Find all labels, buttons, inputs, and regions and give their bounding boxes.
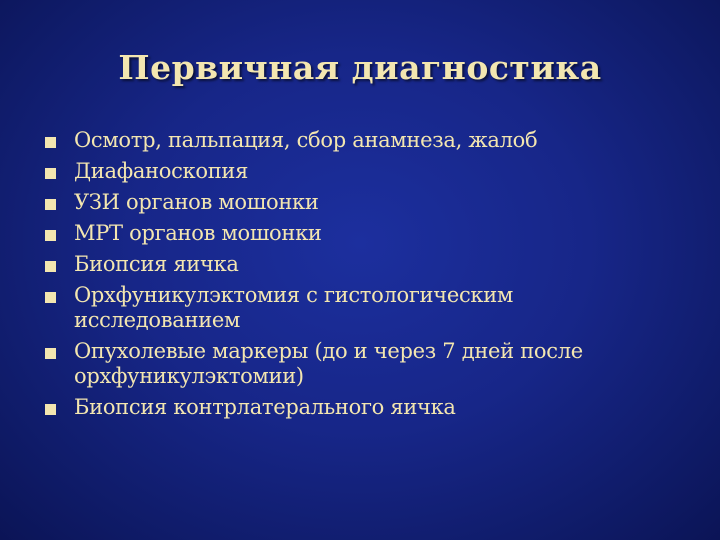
list-item xyxy=(45,128,685,153)
list-item-text: Осмотр, пальпация, сбор анамнеза, жалоб xyxy=(74,128,538,152)
list-item-text: Опухолевые маркеры (до и через 7 дней после орхфуникулэктомии) xyxy=(74,339,583,388)
list-item-text: Диафаноскопия xyxy=(74,159,249,183)
list-item-text: Биопсия контрлатерального яичка xyxy=(74,395,456,419)
list-item xyxy=(45,221,685,246)
list-item-text: Биопсия яичка xyxy=(74,252,239,276)
square-bullet-icon xyxy=(45,230,56,241)
list-item xyxy=(45,283,685,333)
list-item-text: Орхфуникулэктомия с гистологическим исследованием xyxy=(74,283,513,332)
square-bullet-icon xyxy=(45,199,56,210)
list-item-text: МРТ органов мошонки xyxy=(74,221,322,245)
list-item-text: УЗИ органов мошонки xyxy=(74,190,319,214)
square-bullet-icon xyxy=(45,292,56,303)
slide-title: Первичная диагностика xyxy=(118,48,602,87)
list-item xyxy=(45,159,685,184)
square-bullet-icon xyxy=(45,261,56,272)
square-bullet-icon xyxy=(45,348,56,359)
list-item xyxy=(45,395,685,420)
list-item xyxy=(45,339,685,389)
bullet-list xyxy=(45,128,685,426)
square-bullet-icon xyxy=(45,404,56,415)
square-bullet-icon xyxy=(45,168,56,179)
list-item xyxy=(45,190,685,215)
square-bullet-icon xyxy=(45,137,56,148)
list-item xyxy=(45,252,685,277)
